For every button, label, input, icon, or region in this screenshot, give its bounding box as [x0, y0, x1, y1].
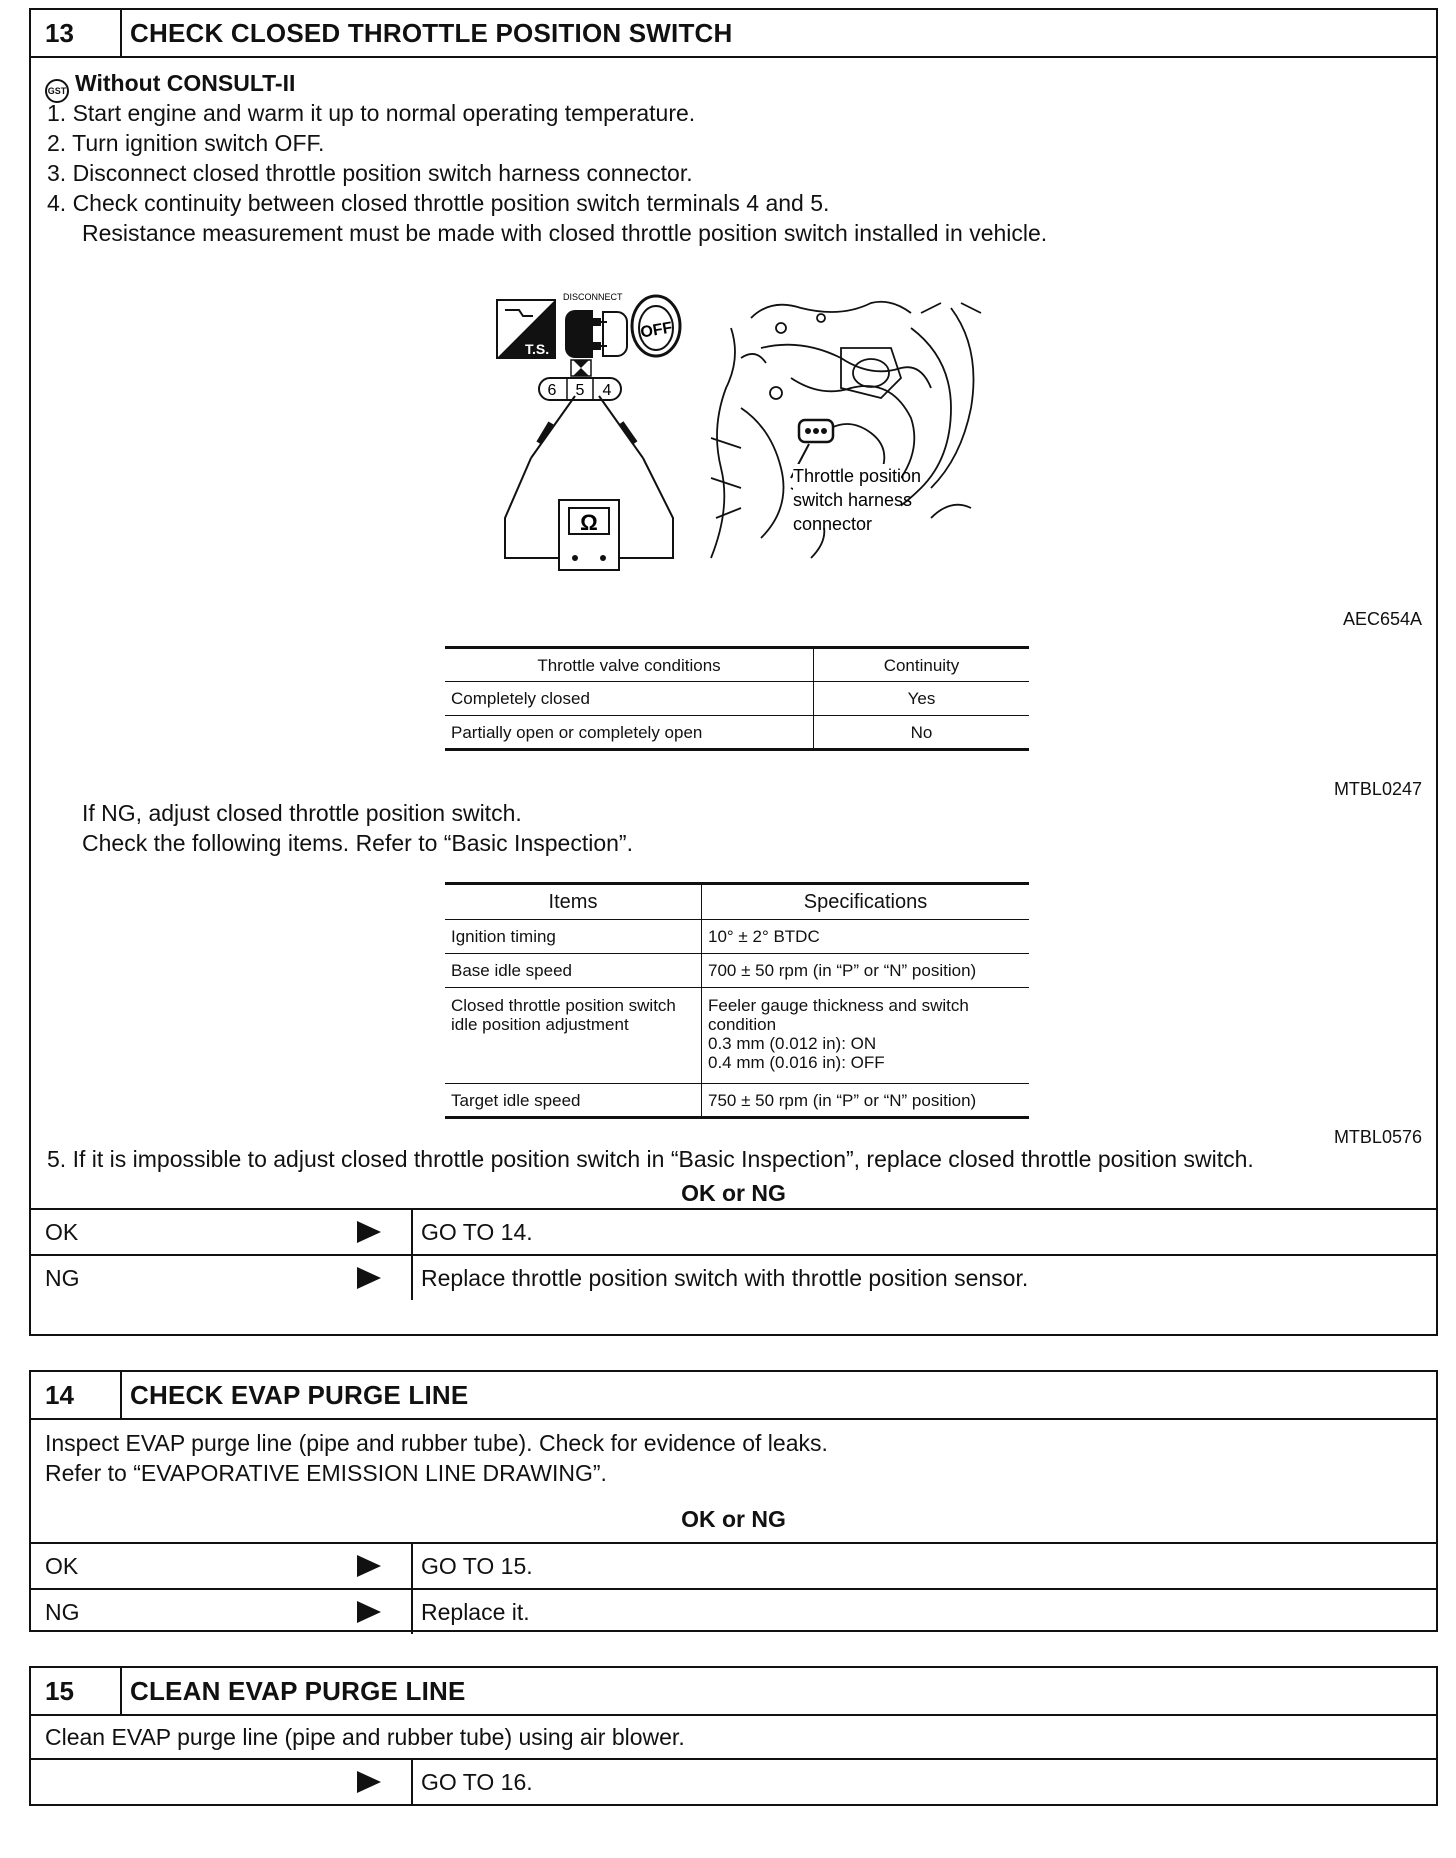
disconnect-label: DISCONNECT — [563, 292, 623, 302]
table-row — [445, 1084, 1029, 1118]
table-cell: Target idle speed — [445, 1084, 702, 1118]
off-label: OFF — [639, 319, 674, 342]
result-label-text: OK — [45, 1218, 79, 1245]
table-row — [445, 716, 1029, 750]
table-row — [445, 988, 1029, 1084]
table-row — [445, 954, 1029, 988]
step-14-body — [31, 1420, 1436, 1542]
continuity-check-figure — [491, 288, 1011, 578]
table-header: Throttle valve conditions — [445, 648, 814, 682]
step-title: CHECK EVAP PURGE LINE — [130, 1379, 469, 1410]
ohmmeter — [559, 500, 619, 570]
step-4: 4. Check continuity between closed throttle position switch terminals 4 and 5. — [47, 190, 830, 216]
harness-connector-callout — [793, 464, 921, 534]
table-cell: 700 ± 50 rpm (in “P” or “N” position) — [702, 954, 1030, 988]
cell-line: Feeler gauge thickness and switch — [708, 996, 969, 1015]
step-5: 5. If it is impossible to adjust closed throttle position switch in “Basic Inspection”, replace closed throttle position switch. — [47, 1146, 1254, 1172]
result-label — [31, 1210, 413, 1254]
step-13-header — [31, 10, 1436, 58]
terminal-4: 4 — [602, 382, 612, 399]
result-label-text: NG — [45, 1598, 80, 1625]
table-cell — [702, 988, 1030, 1084]
table-cell: Completely closed — [445, 682, 814, 716]
table-cell: Partially open or completely open — [445, 716, 814, 750]
result-action: GO TO 15. — [421, 1552, 533, 1579]
step-number: 15 — [31, 1668, 122, 1714]
step-2: 2. Turn ignition switch OFF. — [47, 130, 325, 156]
step-14-box — [29, 1370, 1438, 1632]
body-line-1: Clean EVAP purge line (pipe and rubber tube) using air blower. — [45, 1724, 685, 1750]
arrow-right-icon — [357, 1601, 381, 1623]
result-label — [31, 1760, 413, 1804]
result-label — [31, 1256, 413, 1300]
callout-line-3: connector — [793, 514, 873, 534]
step-1: 1. Start engine and warm it up to normal operating temperature. — [47, 100, 696, 126]
step-3: 3. Disconnect closed throttle position switch harness connector. — [47, 160, 693, 186]
arrow-right-icon — [357, 1221, 381, 1243]
table-header: Items — [445, 884, 702, 920]
continuity-table — [445, 646, 1029, 751]
step-15-header — [31, 1668, 1436, 1716]
ignition-off-icon — [632, 296, 680, 356]
cell-line: idle position adjustment — [451, 1015, 629, 1034]
arrow-right-icon — [357, 1267, 381, 1289]
ts-label: T.S. — [525, 341, 550, 357]
inspection-spec-table — [445, 882, 1029, 1119]
table-cell: Yes — [814, 682, 1030, 716]
ng-line-1: If NG, adjust closed throttle position switch. — [82, 800, 522, 826]
ok-or-ng-label: OK or NG — [681, 1180, 786, 1206]
terminal-6: 6 — [547, 382, 557, 399]
result-action: GO TO 14. — [421, 1218, 533, 1245]
cell-line: 0.3 mm (0.012 in): ON — [708, 1034, 877, 1053]
callout-line-2: switch harness — [793, 490, 913, 510]
result-row-next — [31, 1758, 1436, 1804]
table-cell: Base idle speed — [445, 954, 702, 988]
arrow-right-icon — [357, 1771, 381, 1793]
result-action: GO TO 16. — [421, 1768, 533, 1795]
figure-id: AEC654A — [1342, 609, 1422, 629]
ohm-symbol: Ω — [580, 510, 598, 535]
result-label-text: NG — [45, 1264, 80, 1291]
step-title: CHECK CLOSED THROTTLE POSITION SWITCH — [130, 17, 733, 48]
table-row — [445, 920, 1029, 954]
result-action: Replace throttle position switch with throttle position sensor. — [421, 1264, 1029, 1291]
disconnect-icon — [563, 292, 627, 358]
step-15-body — [31, 1716, 1436, 1758]
step-title: CLEAN EVAP PURGE LINE — [130, 1675, 466, 1706]
method-label: Without CONSULT-II — [75, 70, 296, 96]
result-label — [31, 1590, 413, 1634]
step-13-box — [29, 8, 1438, 1336]
result-action: Replace it. — [421, 1598, 530, 1625]
table-header-row — [445, 884, 1029, 920]
terminal-5: 5 — [575, 382, 585, 399]
cell-line: Closed throttle position switch — [451, 996, 676, 1015]
cell-line: 0.4 mm (0.016 in): OFF — [708, 1053, 885, 1072]
table-header: Continuity — [814, 648, 1030, 682]
table-header-row — [445, 648, 1029, 682]
table-id: MTBL0247 — [1333, 779, 1422, 799]
step-number: 14 — [31, 1372, 122, 1418]
result-row-ng — [31, 1588, 1436, 1634]
table-cell: 750 ± 50 rpm (in “P” or “N” position) — [702, 1084, 1030, 1118]
table-cell: No — [814, 716, 1030, 750]
table-cell — [445, 988, 702, 1084]
body-line-1: Inspect EVAP purge line (pipe and rubber tube). Check for evidence of leaks. — [45, 1430, 828, 1456]
ts-icon — [497, 300, 555, 358]
step-4-note: Resistance measurement must be made with closed throttle position switch installed in vehicle. — [82, 220, 1048, 246]
table-cell: 10° ± 2° BTDC — [702, 920, 1030, 954]
result-row-ok — [31, 1208, 1436, 1254]
result-label — [31, 1544, 413, 1588]
step-14-header — [31, 1372, 1436, 1420]
result-label-text: OK — [45, 1552, 79, 1579]
step-13-body — [31, 58, 1436, 1208]
table-header: Specifications — [702, 884, 1030, 920]
gst-icon: GST — [45, 79, 69, 103]
connector-terminals — [539, 360, 621, 400]
table-id: MTBL0576 — [1333, 1127, 1422, 1147]
cell-line: condition — [708, 1015, 777, 1034]
result-row-ok — [31, 1542, 1436, 1588]
body-line-2: Refer to “EVAPORATIVE EMISSION LINE DRAWING”. — [45, 1460, 607, 1486]
step-15-box — [29, 1666, 1438, 1806]
ng-line-2: Check the following items. Refer to “Basic Inspection”. — [82, 830, 633, 856]
result-row-ng — [31, 1254, 1436, 1300]
table-row — [445, 682, 1029, 716]
ok-or-ng-label: OK or NG — [681, 1506, 786, 1532]
callout-line-1: Throttle position — [793, 466, 922, 486]
step-number: 13 — [31, 10, 122, 56]
table-cell: Ignition timing — [445, 920, 702, 954]
arrow-right-icon — [357, 1555, 381, 1577]
